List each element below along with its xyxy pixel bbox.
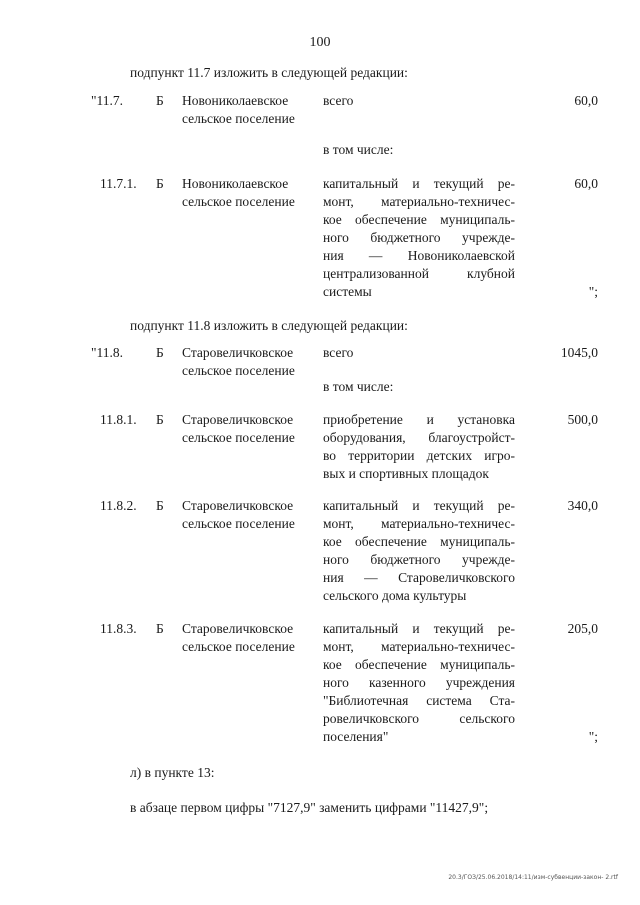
row-number: 11.8.3. [100, 621, 137, 636]
row-letter: Б [156, 345, 164, 360]
row-number: 11.7.1. [100, 176, 137, 191]
intro-11-7: подпункт 11.7 изложить в следующей редакции: [130, 65, 408, 80]
desc-line: сельского дома культуры [323, 588, 467, 603]
row-description [323, 175, 515, 301]
name-line: Старовеличковское [182, 412, 294, 427]
row-amount: 205,0 [567, 621, 598, 636]
desc-line: капитальный и текущий ре- [323, 498, 515, 513]
row-name [182, 92, 317, 128]
row-description [323, 378, 515, 396]
row-name [182, 620, 317, 656]
desc-line: системы [323, 284, 372, 299]
row-letter: Б [156, 621, 164, 636]
desc-line: монт, материально-техничес- [323, 516, 515, 531]
row-number: "11.8. [91, 345, 124, 360]
desc-line: ровеличковского сельского [323, 711, 515, 726]
paragraph-abzac: в абзаце первом цифры "7127,9" заменить цифрами "11427,9"; [130, 800, 489, 815]
row-number: "11.7. [91, 93, 124, 108]
name-line: Новониколаевское [182, 93, 289, 108]
row-description [323, 411, 515, 483]
name-line: сельское поселение [182, 363, 295, 378]
row-description [323, 141, 515, 159]
name-line: сельское поселение [182, 639, 295, 654]
row-name [182, 175, 317, 211]
page-number: 100 [309, 35, 331, 50]
desc-line: капитальный и текущий ре- [323, 176, 515, 191]
name-line: сельское поселение [182, 111, 295, 126]
closing-quote: "; [588, 284, 598, 299]
desc-line: ного бюджетного учрежде- [323, 230, 515, 245]
name-line: Старовеличковское [182, 621, 294, 636]
row-letter: Б [156, 93, 164, 108]
desc-line: монт, материально-техничес- [323, 639, 515, 654]
desc-line: всего [323, 345, 354, 360]
desc-line: кое обеспечение муниципаль- [323, 534, 515, 549]
row-amount: 500,0 [567, 412, 598, 427]
closing-quote: "; [588, 729, 598, 744]
row-name [182, 411, 317, 447]
desc-line: всего [323, 93, 354, 108]
desc-line: вых и спортивных площадок [323, 466, 489, 481]
row-amount: 340,0 [567, 498, 598, 513]
row-description [323, 497, 515, 605]
desc-line: капитальный и текущий ре- [323, 621, 515, 636]
row-description [323, 344, 515, 362]
desc-line: в том числе: [323, 142, 394, 157]
row-letter: Б [156, 498, 164, 513]
row-amount: 1045,0 [560, 345, 598, 360]
name-line: Старовеличковское [182, 498, 294, 513]
name-line: Новониколаевское [182, 176, 289, 191]
desc-line: ного бюджетного учрежде- [323, 552, 515, 567]
desc-line: кое обеспечение муниципаль- [323, 657, 515, 672]
desc-line: в том числе: [323, 379, 394, 394]
desc-line: во территории детских игро- [323, 448, 515, 463]
desc-line: ния — Старовеличковского [323, 570, 515, 585]
row-number: 11.8.2. [100, 498, 137, 513]
intro-11-8: подпункт 11.8 изложить в следующей редакции: [130, 318, 408, 333]
paragraph-l: л) в пункте 13: [130, 765, 215, 780]
row-number: 11.8.1. [100, 412, 137, 427]
row-name [182, 497, 317, 533]
name-line: Старовеличковское [182, 345, 294, 360]
footer-filename: 20.3/ГОЗ/25.06.2018/14:11/изм-субвенции-закон- 2.rtf [448, 874, 618, 881]
desc-line: приобретение и установка [323, 412, 515, 427]
row-letter: Б [156, 412, 164, 427]
row-description [323, 620, 515, 746]
row-name [182, 344, 317, 380]
desc-line: ния — Новониколаевской [323, 248, 515, 263]
row-amount: 60,0 [574, 176, 598, 191]
name-line: сельское поселение [182, 516, 295, 531]
desc-line: ного казенного учреждения [323, 675, 515, 690]
desc-line: кое обеспечение муниципаль- [323, 212, 515, 227]
row-amount: 60,0 [574, 93, 598, 108]
name-line: сельское поселение [182, 430, 295, 445]
row-description [323, 92, 515, 110]
row-letter: Б [156, 176, 164, 191]
desc-line: оборудования, благоустройст- [323, 430, 515, 445]
desc-line: монт, материально-техничес- [323, 194, 515, 209]
desc-line: "Библиотечная система Ста- [323, 693, 515, 708]
name-line: сельское поселение [182, 194, 295, 209]
desc-line: поселения" [323, 729, 389, 744]
desc-line: централизованной клубной [323, 266, 515, 281]
